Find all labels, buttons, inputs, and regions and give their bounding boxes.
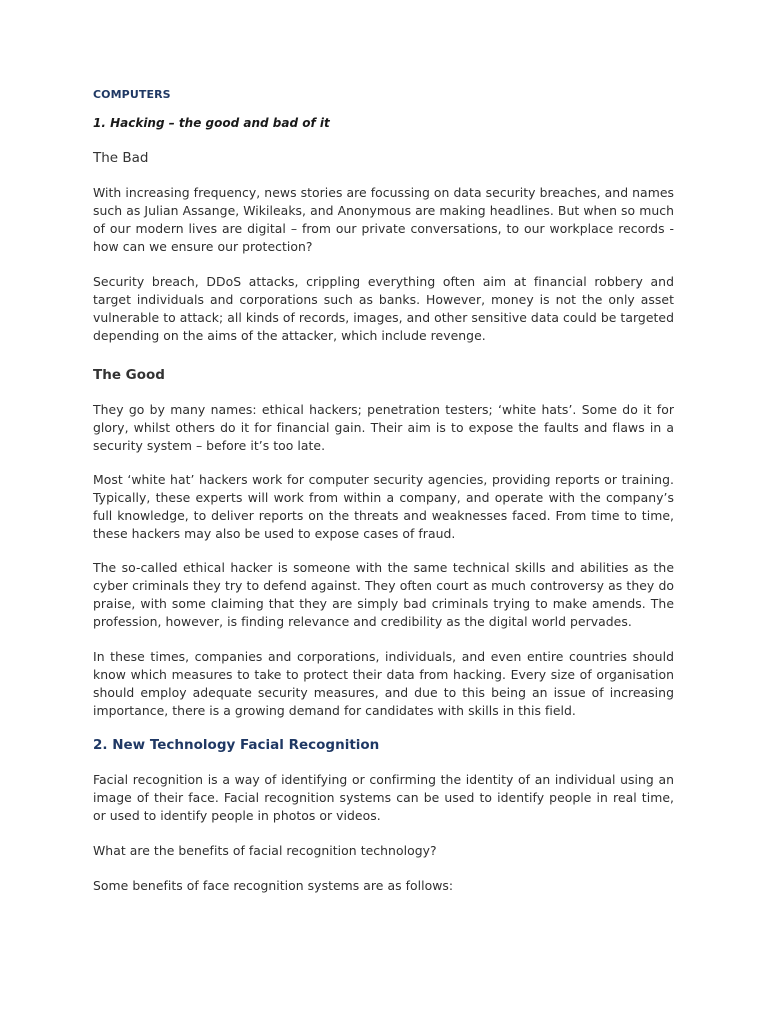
paragraph: With increasing frequency, news stories are focussing on data security breaches, and names such as Julian Assange, Wikileaks, and Anonymous are making headlines. But when so much of our modern lives are digital – from our private conversations, to our workplace records - how can we ensure our protection?: [93, 185, 674, 254]
section-label: COMPUTERS: [93, 88, 171, 101]
paragraph: They go by many names: ethical hackers; penetration testers; ‘white hats’. Some do it for glory, whilst others do it for financial gain. Their aim is to expose the faults and flaws in a security system – before it’s too late.: [93, 402, 674, 453]
article-subtitle: 1. Hacking – the good and bad of it: [93, 116, 330, 130]
paragraph: Most ‘white hat’ hackers work for computer security agencies, providing reports or training. Typically, these experts will work from within a company, and operate with the company’s full knowledge, to deliver reports on the threats and weaknesses faced. From time to time, these hackers may also be used to expose cases of fraud.: [93, 472, 674, 541]
paragraph: Security breach, DDoS attacks, crippling everything often aim at financial robbery and target individuals and corporations such as banks. However, money is not the only asset vulnerable to attack; all kinds of records, images, and other sensitive data could be targeted depending on the aims of the attacker, which include revenge.: [93, 274, 674, 343]
heading-the-good: The Good: [93, 367, 165, 383]
paragraph: In these times, companies and corporations, individuals, and even entire countries should know which measures to take to protect their data from hacking. Every size of organisation should employ adequate security measures, and due to this being an issue of increasing importance, there is a growing demand for candidates with skills in this field.: [93, 649, 674, 718]
heading-facial-recognition: 2. New Technology Facial Recognition: [93, 737, 380, 753]
paragraph: What are the benefits of facial recognition technology?: [93, 843, 437, 858]
paragraph: Some benefits of face recognition systems are as follows:: [93, 878, 454, 893]
heading-the-bad: The Bad: [93, 150, 149, 166]
paragraph: The so-called ethical hacker is someone with the same technical skills and abilities as the cyber criminals they try to defend against. They often court as much controversy as they do praise, with some claiming that they are simply bad criminals trying to make amends. The profession, however, is finding relevance and credibility as the digital world pervades.: [93, 560, 674, 629]
paragraph: Facial recognition is a way of identifying or confirming the identity of an individual using an image of their face. Facial recognition systems can be used to identify people in real time, or used to identify people in photos or videos.: [93, 772, 674, 823]
